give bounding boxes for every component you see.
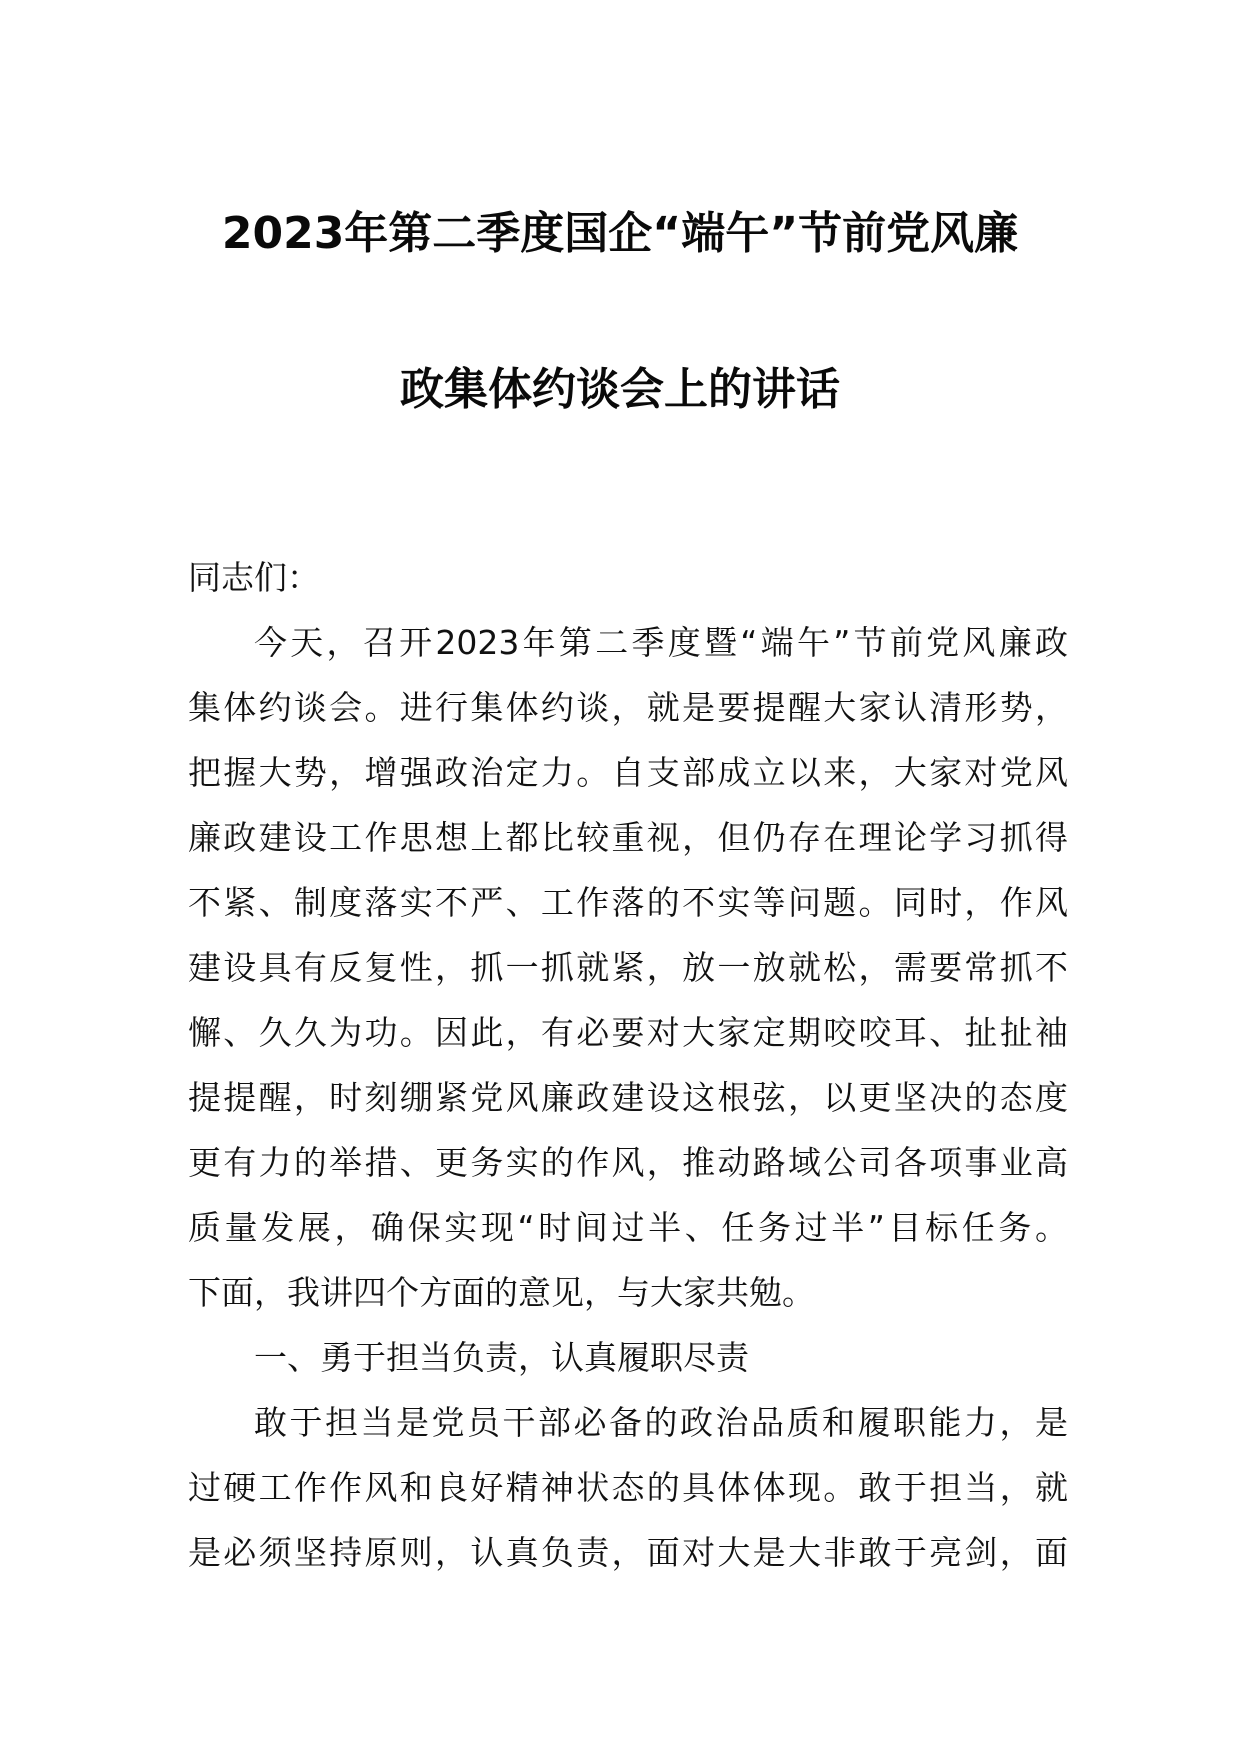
- body-line: 懈、久久为功。因此，有必要对大家定期咬咬耳、扯扯袖: [188, 1013, 1068, 1052]
- body-line: 是必须坚持原则，认真负责，面对大是大非敢于亮剑，面: [188, 1533, 1068, 1572]
- body-line: 更有力的举措、更务实的作风，推动路域公司各项事业高: [188, 1143, 1068, 1182]
- body-line: 把握大势，增强政治定力。自支部成立以来，大家对党风: [188, 753, 1068, 792]
- body-line: 不紧、制度落实不严、工作落的不实等问题。同时，作风: [188, 883, 1068, 922]
- body-line: 集体约谈会。进行集体约谈，就是要提醒大家认清形势，: [188, 688, 1068, 727]
- body-line: 下面，我讲四个方面的意见，与大家共勉。: [188, 1273, 815, 1312]
- body-line: 建设具有反复性，抓一抓就紧，放一放就松，需要常抓不: [188, 948, 1068, 987]
- section-heading: 一、勇于担当负责，认真履职尽责: [254, 1338, 749, 1377]
- body-line: 提提醒，时刻绷紧党风廉政建设这根弦，以更坚决的态度: [188, 1078, 1068, 1117]
- body-line: 质量发展，确保实现“时间过半、任务过半”目标任务。: [188, 1208, 1068, 1247]
- body-line: 敢于担当是党员干部必备的政治品质和履职能力，是: [254, 1403, 1068, 1442]
- body-line: 廉政建设工作思想上都比较重视，但仍存在理论学习抓得: [188, 818, 1068, 857]
- body-line: 同志们：: [188, 558, 320, 597]
- body-line: 过硬工作作风和良好精神状态的具体体现。敢于担当，就: [188, 1468, 1068, 1507]
- document-title-line-1: 2023年第二季度国企“端午”节前党风廉: [221, 208, 1019, 259]
- document-title-line-2: 政集体约谈会上的讲话: [400, 364, 840, 415]
- document-body: [188, 545, 1068, 1585]
- body-line: 今天，召开2023年第二季度暨“端午”节前党风廉政: [254, 623, 1068, 662]
